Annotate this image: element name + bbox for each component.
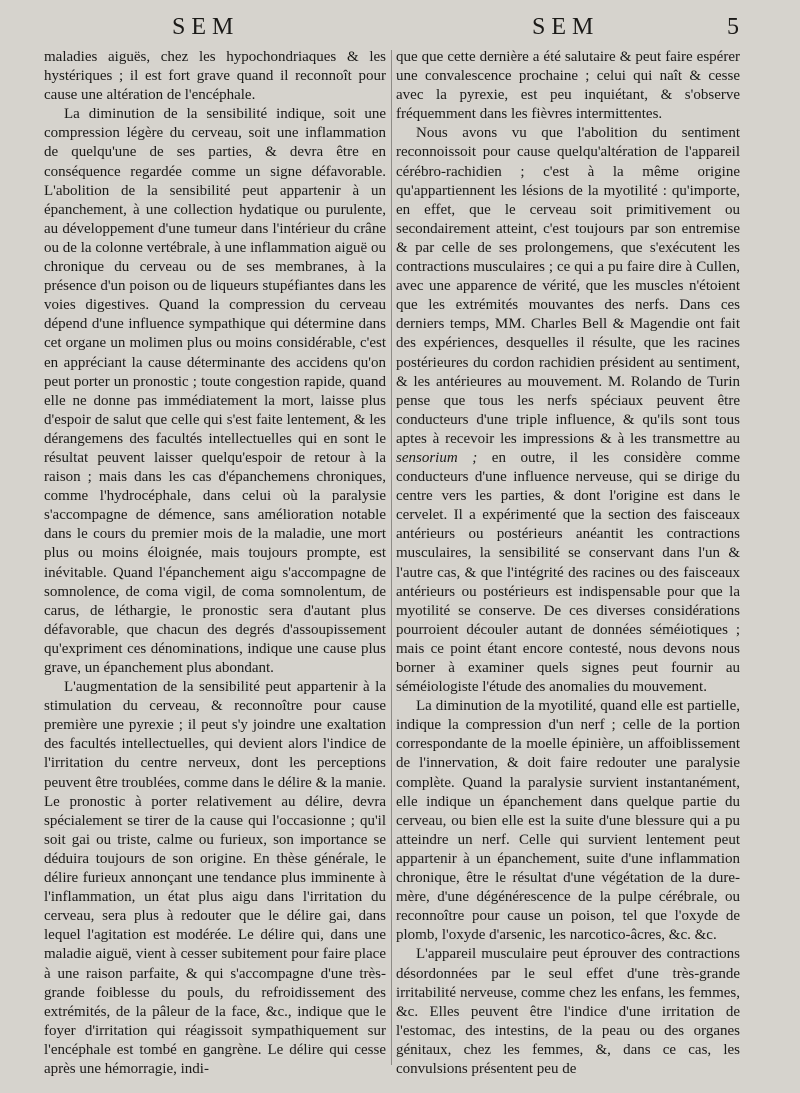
paragraph: L'appareil musculaire peut éprouver des contractions désordonnées par le seul effet d'une très-grande irritabilité nerveuse, comme chez les enfans, les femmes, &c. Elles peuvent être l'indice d'une irritation de l'estomac, des intestins, de la peau ou des organes génitaux, chez les femmes, &, dans ce cas, les convulsions présentent peu de [396, 946, 740, 1077]
paragraph: La diminution de la myotilité, quand elle est partielle, indique la compression d'un nerf ; celle de la portion correspondante de la moelle épinière, un affoiblissement de l'innervation, & doit faire redouter une paralysie complète. Quand la paralysie survient instantanément, elle indique un épanchement dans quelque partie du cerveau, ou bien elle est la suite d'une blessure qui a pu atteindre un nerf. Celle qui survient lentement peut appartenir à un épanchement, suite d'une inflammation chronique, être le résultat d'une végétation de la dure-mère, d'une dégénérescence de la pulpe cérébrale, ou reconnoître pour cause un poison, tel que l'oxyde de plomb, l'oxyde d'arsenic, les narcotico-âcres, &c. &c. [396, 698, 740, 944]
paragraph: maladies aiguës, chez les hypochondriaques & les hystériques ; il est fort grave quand il reconnoît pour cause une altération de l'encéphale. [44, 49, 386, 104]
text-run: Nous avons vu que l'abolition du sentiment reconnoissoit pour cause quelqu'altération de l'appareil cérébro-rachidien ; c'est à la même origine qu'appartiennent les lésions de la myotilité : qu'importe, en effet, que le cerveau soit primitivement ou secondairement atteint, c'est toujours par son entremise & par celle de ses prolongemens, que s'exécutent les contractions musculaires ; ce qui a pu faire dire à Cullen, avec une apparence de vérité, que les muscles n'étoient que les extrémités mouvantes des nerfs. Dans ces derniers temps, MM. Charles Bell & Magendie ont fait des expériences, desquelles il résulte, que les racines postérieures du cordon rachidien président au sentiment, & les antérieures au mouvement. M. Rolando de Turin pense que tous les nerfs spéciaux peuvent être conducteurs d'une triple influence, & qu'ils sont tous aptes à recevoir les impressions & à les transmettre au [396, 125, 740, 447]
column-divider [391, 50, 392, 1065]
italic-term: sensorium ; [396, 449, 478, 466]
paragraph: La diminution de la sensibilité indique, soit une compression légère du cerveau, soit une inflammation de quelqu'une de ses parties, & devra être en conséquence regardée comme un signe défavorable. L'abolition de la sensibilité peut appartenir à un épanchement, à une collection hydatique ou purulente, au développement d'une tumeur dans l'intérieur du crâne ou de la colonne vertébrale, à une inflammation aiguë ou chronique du cerveau ou de ses membranes, à la présence d'un poison ou de liqueurs stupéfiantes dans les voies digestives. Quand la compression du cerveau dépend d'une influence sympathique qui détermine dans cet organe un molimen plus ou moins considérable, c'est en appréciant la cause déterminante des accidens qu'on peut porter un pronostic ; toute congestion rapide, quand elle ne donne pas immédiatement la mort, laisse plus d'espoir de salut que celle qui s'est faite lentement, & les dérangemens des facultés intellectuelles qui en sont le résultat peuvent laisser quelqu'espoir de retour à la raison ; mais dans les cas d'épanchemens chroniques, comme l'hydrocéphale, dans celui où la paralysie s'accompagne de démence, sans amélioration notable dans le cours du premier mois de la maladie, une mort plus ou moins éloignée, mais toujours prompte, est inévitable. Quand l'épanchement aigu s'accompagne de somnolence, de coma vigil, de coma somnolentum, de carus, de léthargie, le pronostic sera d'autant plus défavorable, que chacun des degrés d'assoupissement qu'expriment ces dénominations, indique une cause plus grave, un épanchement plus abondant. [44, 106, 386, 676]
left-column [44, 48, 386, 1079]
paragraph: que que cette dernière a été salutaire & peut faire espérer une convalescence prochaine ; celui qui naît & cesse avec la pyrexie, est peu inquiétant, & s'observe fréquemment dans les fièvres intermittentes. [396, 49, 740, 123]
running-title-left: SEM [172, 14, 240, 40]
text-run: en outre, il les considère comme conducteurs d'une influence nerveuse, qui se dirige du centre vers les parties, & dont l'origine est dans le cervelet. Il a expérimenté que la section des faisceaux antérieurs ou postérieurs anéantit les contractions musculaires, la sensibilité se conservant dans l'un & l'autre cas, & que l'intégrité des racines ou des faisceaux antérieurs ou postérieurs est indispensable pour que la myotilité se conserve. De ces diverses considérations pourroient découler autant de données séméiotiques ; mais ce point étant encore contesté, nous devons nous borner à examiner quels signes peut fournir au séméiologiste l'étude des anomalies du mouvement. [396, 449, 740, 696]
paragraph: L'augmentation de la sensibilité peut appartenir à la stimulation du cerveau, & reconnoître pour cause première une pyrexie ; il peut s'y joindre une exaltation des facultés intellectuelles, qui devient alors l'indice de l'irritation du centre nerveux, dont les perceptions peuvent être troublées, comme dans le délire & la manie. Le pronostic à porter relativement au délire, devra spécialement se tirer de la cause qui l'occasionne ; qu'il soit gai ou triste, calme ou furieux, son importance se déduira toujours de son origine. En thèse générale, le délire furieux annonçant une tendance plus imminente à l'inflammation, un état plus aigu dans l'irritation du cerveau, sera plus à redouter que le délire gai, dans lequel l'agitation est modérée. Le délire qui, dans une maladie aiguë, vient à cesser subitement pour faire place à une raison parfaite, & qui s'accompagne d'une très-grande foiblesse du pouls, du refroidissement des extrémités, de la pâleur de la face, &c., indique que le foyer d'irritation qui réagissoit sympathiquement sur l'encéphale est tombé en gangrène. Le délire qui cesse après une hémorragie, indi- [44, 679, 386, 1077]
running-title-right: SEM [532, 14, 600, 40]
right-column [396, 48, 740, 1079]
page-number: 5 [727, 14, 739, 40]
paragraph [396, 124, 740, 697]
running-header [0, 10, 800, 50]
